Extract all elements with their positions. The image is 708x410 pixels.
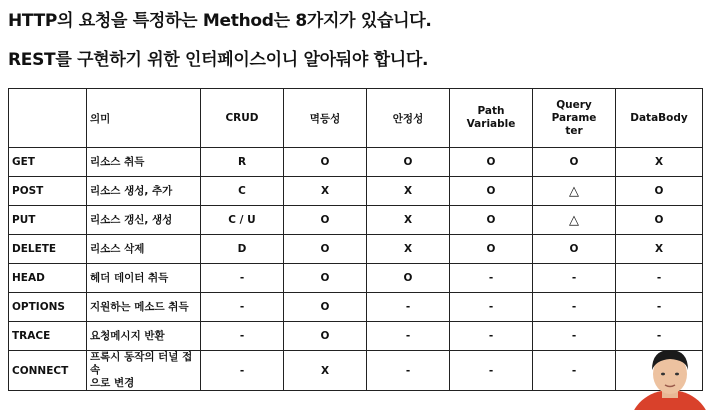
- cell-path-variable: O: [450, 148, 533, 177]
- cell-method: TRACE: [9, 322, 87, 351]
- header-meaning: 의미: [87, 89, 201, 148]
- table-row: [9, 293, 703, 322]
- cell-method: CONNECT: [9, 351, 87, 391]
- table-row: [9, 235, 703, 264]
- cell-idempotent: O: [284, 148, 367, 177]
- cell-path-variable: O: [450, 177, 533, 206]
- cell-idempotent: O: [284, 235, 367, 264]
- cell-path-variable: O: [450, 235, 533, 264]
- cell-data-body: -: [616, 293, 703, 322]
- cell-meaning: 프록시 동작의 터널 접속 으로 변경: [87, 351, 201, 391]
- cell-safe: X: [367, 235, 450, 264]
- presenter-webcam: [628, 340, 708, 410]
- cell-meaning: 리소스 취득: [87, 148, 201, 177]
- table-row: [9, 206, 703, 235]
- table-row: [9, 322, 703, 351]
- cell-idempotent: O: [284, 322, 367, 351]
- cell-query-parameter: -: [533, 322, 616, 351]
- cell-meaning: 지원하는 메소드 취득: [87, 293, 201, 322]
- cell-path-variable: -: [450, 351, 533, 391]
- header-data-body: DataBody: [616, 89, 703, 148]
- cell-crud: R: [201, 148, 284, 177]
- cell-crud: D: [201, 235, 284, 264]
- cell-crud: C: [201, 177, 284, 206]
- cell-data-body: X: [616, 148, 703, 177]
- cell-query-parameter: -: [533, 264, 616, 293]
- cell-crud: -: [201, 264, 284, 293]
- cell-method: OPTIONS: [9, 293, 87, 322]
- cell-query-parameter: △: [533, 206, 616, 235]
- cell-meaning: 요청메시지 반환: [87, 322, 201, 351]
- cell-query-parameter: -: [533, 351, 616, 391]
- cell-method: PUT: [9, 206, 87, 235]
- header-query-parameter: Query Parame ter: [533, 89, 616, 148]
- cell-safe: X: [367, 206, 450, 235]
- cell-method: POST: [9, 177, 87, 206]
- header-safe: 안정성: [367, 89, 450, 148]
- cell-safe: -: [367, 293, 450, 322]
- cell-idempotent: X: [284, 177, 367, 206]
- cell-crud: -: [201, 293, 284, 322]
- cell-query-parameter: -: [533, 293, 616, 322]
- cell-data-body: X: [616, 235, 703, 264]
- cell-path-variable: -: [450, 322, 533, 351]
- http-methods-table: [8, 88, 703, 391]
- cell-safe: -: [367, 351, 450, 391]
- table-row: [9, 351, 703, 391]
- header-path-variable: Path Variable: [450, 89, 533, 148]
- cell-query-parameter: △: [533, 177, 616, 206]
- cell-query-parameter: O: [533, 235, 616, 264]
- table-row: [9, 264, 703, 293]
- cell-data-body: O: [616, 206, 703, 235]
- cell-crud: -: [201, 322, 284, 351]
- cell-safe: X: [367, 177, 450, 206]
- person-icon: [630, 350, 708, 410]
- header-method: [9, 89, 87, 148]
- cell-idempotent: O: [284, 293, 367, 322]
- cell-safe: O: [367, 148, 450, 177]
- cell-crud: -: [201, 351, 284, 391]
- cell-data-body: -: [616, 322, 703, 351]
- cell-path-variable: O: [450, 206, 533, 235]
- heading-line-1: HTTP의 요청을 특정하는 Method는 8가지가 있습니다.: [8, 11, 432, 31]
- cell-path-variable: -: [450, 293, 533, 322]
- cell-idempotent: X: [284, 351, 367, 391]
- table-header-row: [9, 89, 703, 148]
- cell-crud: C / U: [201, 206, 284, 235]
- header-idempotent: 멱등성: [284, 89, 367, 148]
- cell-idempotent: O: [284, 206, 367, 235]
- cell-data-body: -: [616, 264, 703, 293]
- cell-data-body: O: [616, 177, 703, 206]
- cell-method: HEAD: [9, 264, 87, 293]
- cell-meaning: 헤더 데이터 취득: [87, 264, 201, 293]
- cell-safe: -: [367, 322, 450, 351]
- cell-meaning: 리소스 갱신, 생성: [87, 206, 201, 235]
- cell-query-parameter: O: [533, 148, 616, 177]
- cell-method: DELETE: [9, 235, 87, 264]
- cell-method: GET: [9, 148, 87, 177]
- header-crud: CRUD: [201, 89, 284, 148]
- cell-idempotent: O: [284, 264, 367, 293]
- cell-meaning: 리소스 삭제: [87, 235, 201, 264]
- cell-safe: O: [367, 264, 450, 293]
- cell-path-variable: -: [450, 264, 533, 293]
- table-row: [9, 148, 703, 177]
- table-row: [9, 177, 703, 206]
- cell-meaning: 리소스 생성, 추가: [87, 177, 201, 206]
- heading-line-2: REST를 구현하기 위한 인터페이스이니 알아둬야 합니다.: [8, 50, 429, 70]
